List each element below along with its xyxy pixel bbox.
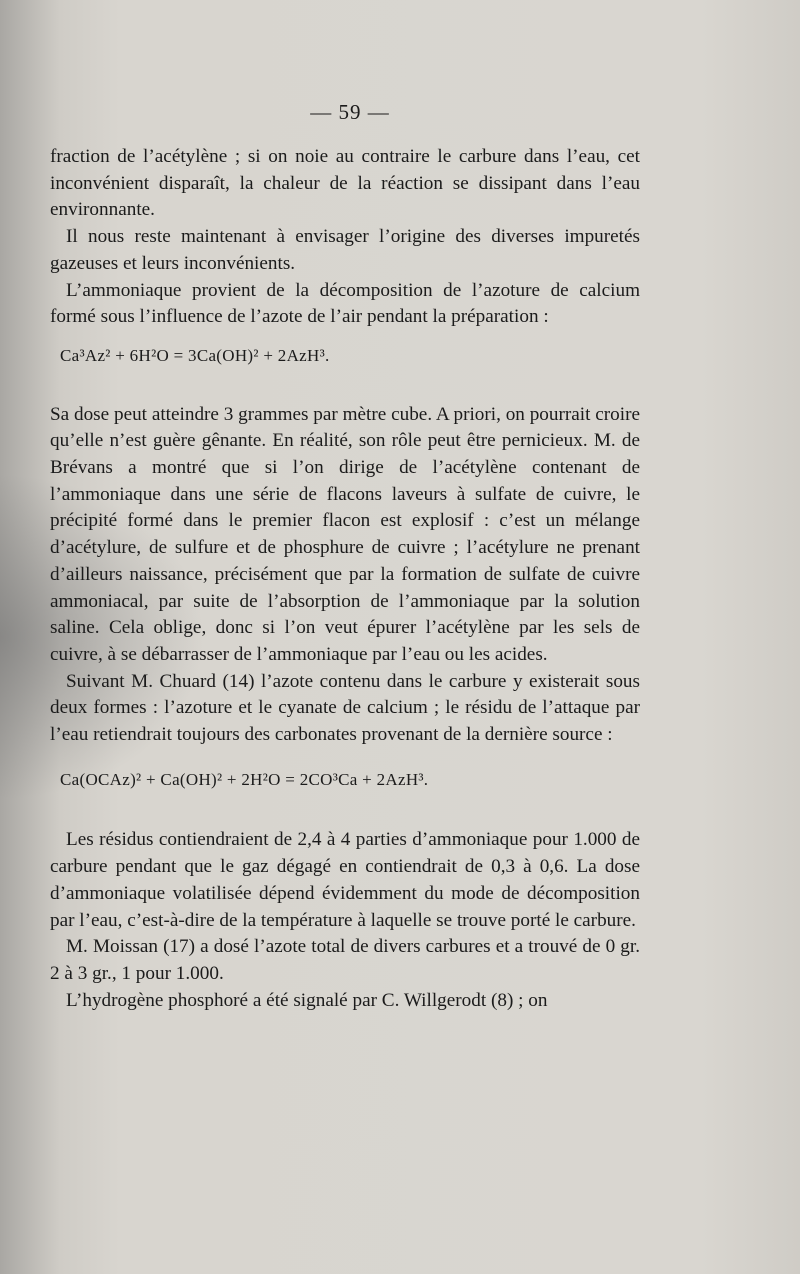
page-number: — 59 —	[310, 100, 390, 124]
paragraph-8: L’hydrogène phosphoré a été signalé par C. Willgerodt (8) ; on	[66, 989, 548, 1011]
paragraph-4: Sa dose peut atteindre 3 grammes par mètre cube. A priori, on pourrait croire qu’elle n’est guère gênante. En réalité, son rôle peut être pernicieux. M. de Brévans a montré que si l’on dirige de l’acétylène contenant de l’ammoniaque dans une série de flacons laveurs à sulfate de cuivre, le précipité formé dans le premier flacon est explosif : c’est un mélange d’acétylure, de sulfure et de phosphure de cuivre ; l’acétylure ne prenant d’ailleurs naissance, précisément que par la formation de sulfate de cuivre ammoniacal, par suite de l’absorption de l’ammoniaque par la solution saline. Cela oblige, donc si l’on veut épurer l’acétylène par les sels de cuivre, à se débarrasser de l’ammoniaque par l’eau ou les acides.	[50, 403, 640, 665]
paragraph-3: L’ammoniaque provient de la décomposition de l’azoture de calcium formé sous l’influence de l’azote de l’air pendant la préparation :	[50, 279, 640, 328]
paragraph-2: Il nous reste maintenant à envisager l’origine des diverses impuretés gazeuses et leurs inconvénients.	[50, 226, 640, 274]
equation-1: Ca³Az² + 6H²O = 3Ca(OH)² + 2AzH³.	[60, 345, 330, 365]
paragraph-5: Suivant M. Chuard (14) l’azote contenu dans le carbure y existerait sous deux formes : l’azoture et le cyanate de calcium ; le résidu de l’attaque par l’eau retiendrait toujours des carbonates provenant de la dernière source :	[50, 670, 640, 746]
body-text	[50, 144, 640, 1014]
equation-2: Ca(OCAz)² + Ca(OH)² + 2H²O = 2CO³Ca + 2AzH³.	[60, 769, 429, 789]
paragraph-6: Les résidus contiendraient de 2,4 à 4 parties d’ammoniaque pour 1.000 de carbure pendant que le gaz dégagé en contiendrait de 0,3 à 0,6. La dose d’ammoniaque volatilisée dépend évidemment du mode de décomposition par l’eau, c’est-à-dire de la température à laquelle se trouve porté le carbure.	[50, 829, 640, 931]
paragraph-7: M. Moissan (17) a dosé l’azote total de divers carbures et a trouvé de 0 gr. 2 à 3 gr., 1 pour 1.000.	[50, 936, 640, 984]
paragraph-1: fraction de l’acétylène ; si on noie au contraire le carbure dans l’eau, cet inconvénient disparaît, la chaleur de la réaction se dissipant dans l’eau environnante.	[50, 146, 640, 221]
